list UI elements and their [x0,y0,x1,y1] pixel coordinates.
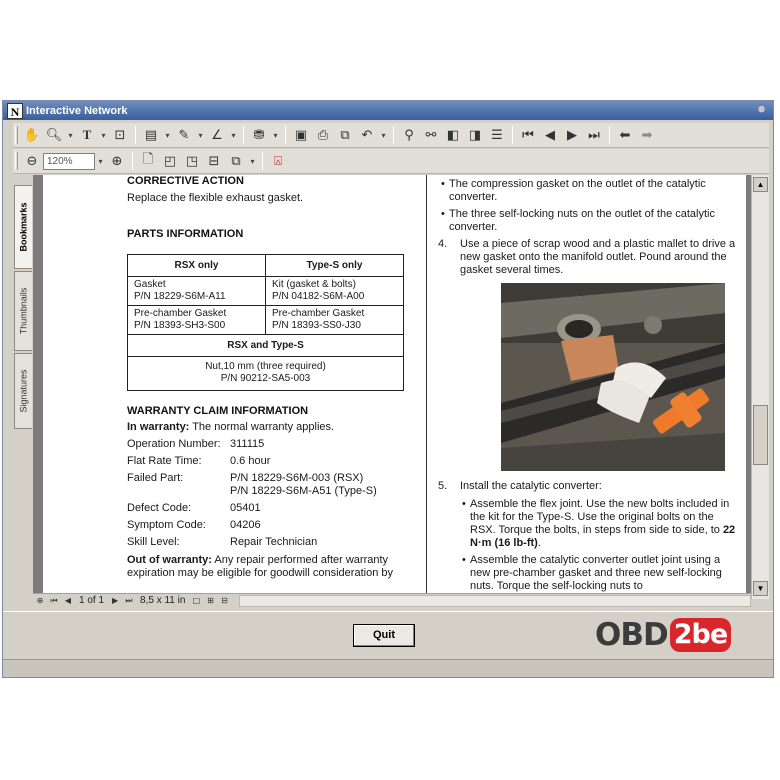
previous-page-icon[interactable]: ◀ [545,127,555,143]
text-select-icon[interactable]: T [82,127,92,142]
step-text: Use a piece of scrap wood and a plastic mallet to drive a new gasket onto the manifold outlet. Pound around the gasket several times. [460,238,736,276]
field-value [230,472,417,498]
toolbar-separator [285,126,286,144]
find-icon[interactable]: ⚲ [404,127,414,143]
tab-thumbnails[interactable] [14,271,32,351]
pencil-icon[interactable]: ✎ [178,127,190,143]
page-right-icon[interactable]: ◨ [468,127,482,143]
repair-photo-image [501,283,725,471]
bottom-panel [3,611,773,659]
line-tool-icon[interactable]: ∠ [211,127,223,143]
first-page-icon[interactable]: ⏮ [522,127,534,143]
part-number: P/N 90212-SA5-003 [220,373,311,384]
in-warranty-text [127,421,417,434]
field-row [127,438,417,451]
tab-bookmarks[interactable] [14,185,32,269]
out-of-warranty-label: Out of warranty: [127,554,212,566]
field-value: 0.6 hour [230,455,271,467]
corrective-action-heading: CORRECTIVE ACTION [127,175,244,187]
last-page-icon[interactable]: ⏭ [125,595,133,605]
field-label: Skill Level: [127,536,180,548]
out-of-warranty-text [127,554,417,580]
properties-icon[interactable]: ☰ [491,127,503,143]
field-label: Defect Code: [127,502,192,514]
field-label: Symptom Code: [127,519,206,531]
line-tool-dropdown-icon[interactable]: ▾ [231,130,236,140]
note-dropdown-icon[interactable]: ▾ [165,130,170,140]
table-row [128,277,404,306]
field-row [127,536,417,549]
find-next-icon[interactable]: ⚯ [425,127,437,143]
parts-col1-header: RSX only [128,255,266,277]
torque-value: 22 N·m (16 lb-ft) [470,524,736,549]
fit-width-icon[interactable]: ◳ [185,153,199,169]
undo-icon[interactable]: ↶ [361,127,373,143]
repair-photo [501,283,725,471]
table-row [128,306,404,335]
document-page [43,175,746,593]
stamp-dropdown-icon[interactable]: ▾ [273,130,278,140]
field-row [127,455,417,468]
field-value: 311115 [230,438,265,450]
tab-signatures[interactable] [14,353,32,429]
zoom-tool-dropdown-icon[interactable]: ▾ [68,130,73,140]
back-icon[interactable]: ⬅ [619,127,631,143]
toolbar-separator [393,126,394,144]
part-number: P/N 18229-S6M-A11 [134,291,226,302]
toolbar-separator [243,126,244,144]
facing-icon[interactable]: ⊟ [221,596,228,605]
parts-col2-header: Type-S only [265,255,403,277]
app-logo-icon: N [7,103,23,119]
table-cell [265,306,403,335]
step-4 [438,238,738,277]
stamp-icon[interactable]: ⛃ [253,127,265,143]
step-text: Install the catalytic converter: [460,480,602,492]
actual-size-icon[interactable]: 🗋 [142,152,154,167]
list-item [462,498,738,550]
field-label: Failed Part: [127,472,184,484]
list-item: • The three self-locking nuts on the outlet of the catalytic converter. [441,208,738,234]
zoom-input[interactable]: 120% [43,153,95,170]
warranty-heading: WARRANTY CLAIM INFORMATION [127,405,309,417]
rotate-dropdown-icon[interactable]: ▾ [250,156,255,166]
part-name: Pre-chamber Gasket [271,308,365,319]
undo-dropdown-icon[interactable]: ▾ [381,130,386,140]
toolbar-grip[interactable] [15,152,18,170]
view-toolbar [13,149,769,174]
list-item-text: . [537,537,541,549]
in-warranty-value: The normal warranty applies. [189,421,335,433]
toolbar-separator [132,152,133,170]
window-menu-icon[interactable]: ⊗ [757,104,766,114]
in-warranty-label: In warranty: [127,421,190,433]
table-cell [128,357,404,391]
list-item: • The compression gasket on the outlet of the catalytic converter. [441,178,738,204]
toolbar-separator [609,126,610,144]
quit-button[interactable]: Quit [353,624,415,647]
zoom-dropdown-icon[interactable]: ▾ [98,156,103,166]
snapshot-icon[interactable]: ⊡ [114,127,126,143]
brand-logo [595,616,731,654]
part-name: Nut,10 mm (three required) [205,361,326,372]
app-window [2,100,774,678]
field-row [127,502,417,515]
fit-visible-icon[interactable]: ⊟ [208,153,220,169]
zoom-in-icon[interactable]: ⊕ [111,153,123,169]
tab-label: Signatures [18,369,29,413]
tab-label: Thumbnails [18,287,29,335]
forward-icon[interactable]: ➡ [641,127,653,143]
page-left-icon[interactable]: ◧ [446,127,460,143]
scroll-up-icon[interactable]: ▲ [753,177,768,192]
horizontal-scrollbar[interactable] [239,595,751,607]
tab-label: Bookmarks [18,202,29,252]
field-value: 05401 [230,502,261,514]
pencil-dropdown-icon[interactable]: ▾ [198,130,203,140]
parts-both-header: RSX and Type-S [128,335,404,357]
table-cell [128,306,266,335]
part-name: Pre-chamber Gasket [134,308,227,319]
field-value-line: P/N 18229-S6M-003 (RSX) [230,472,364,484]
copy-icon[interactable]: ⧉ [340,127,350,143]
toolbar-grip[interactable] [15,126,18,144]
bottom-strip [3,659,773,677]
field-row [127,519,417,532]
print-icon[interactable]: ⎙ [317,127,329,143]
title-bar[interactable] [3,101,773,120]
part-name: Kit (gasket & bolts) [271,279,356,290]
step-number: 4. [438,238,448,250]
out-of-warranty-value: Any repair performed after warranty expiration may be eligible for goodwill consideration by [127,554,393,579]
left-column [127,175,417,580]
part-number: P/N 04182-S6M-A00 [271,291,365,302]
single-page-icon[interactable]: □ [192,596,201,605]
brand-text: OBD [595,617,668,653]
field-value: Repair Technician [230,536,318,548]
navigation-toggle-icon[interactable]: ⊕ [36,596,44,605]
corrective-action-text: Replace the flexible exhaust gasket. [127,192,304,204]
save-icon[interactable]: ▣ [294,127,308,143]
field-row [127,472,417,498]
zoom-out-icon[interactable]: ⊖ [26,153,38,169]
table-cell [265,277,403,306]
page-size: 8,5 x 11 in [140,595,186,606]
first-page-icon[interactable]: ⏮ [50,595,58,605]
scrollbar-thumb[interactable] [753,405,768,465]
table-row [128,357,404,391]
continuous-icon[interactable]: ⊞ [207,596,214,605]
field-label: Flat Rate Time: [127,455,202,467]
rotate-icon[interactable]: ⧉ [231,153,241,169]
next-page-icon[interactable]: ▶ [111,596,119,605]
navigation-tabs [13,175,33,599]
toolbar-separator [512,126,513,144]
last-page-icon[interactable]: ⏭ [588,127,600,143]
hand-tool-icon[interactable]: ✋ [23,127,41,143]
pdf-icon[interactable]: ⍓ [274,153,282,169]
scroll-down-icon[interactable]: ▼ [753,581,768,596]
vertical-scrollbar[interactable] [751,175,769,599]
step-5 [438,480,738,493]
field-value-line: P/N 18229-S6M-A51 (Type-S) [230,485,377,497]
main-toolbar [13,123,769,148]
previous-page-icon[interactable]: ◀ [64,596,72,605]
part-name: Gasket [134,279,166,290]
window-title: Interactive Network [26,104,128,117]
toolbar-separator [135,126,136,144]
fit-page-icon[interactable]: ◰ [163,153,177,169]
field-label: Operation Number: [127,438,221,450]
next-page-icon[interactable]: ▶ [567,127,577,143]
parts-info-heading: PARTS INFORMATION [127,228,244,240]
page-indicator[interactable]: 1 of 1 [79,595,105,606]
status-bar [33,593,751,607]
part-number: P/N 18393-SH3-S00 [134,320,226,331]
part-number: P/N 18393-SS0-J30 [271,320,361,331]
brand-badge: 2be [670,618,731,652]
list-item-text: Assemble the flex joint. Use the new bolts included in the kit for the Type-S. Use the original bolts on the RSX. Torque the bolts, in steps from side to side, to [470,498,730,536]
list-item: • Assemble the catalytic converter outlet joint using a new pre-chamber gasket and three new self-locking nuts. Torque the self-locking nuts to [462,554,738,593]
step-number: 5. [438,480,448,492]
document-viewport[interactable] [33,175,751,593]
right-column [438,175,738,592]
toolbar-separator [262,152,263,170]
parts-table [127,254,404,391]
note-icon[interactable]: ▤ [144,127,158,143]
text-select-dropdown-icon[interactable]: ▾ [101,130,106,140]
field-value: 04206 [230,519,261,531]
zoom-tool-icon[interactable]: 🔍︎ [45,127,63,143]
table-cell [128,277,266,306]
column-divider [426,175,427,593]
